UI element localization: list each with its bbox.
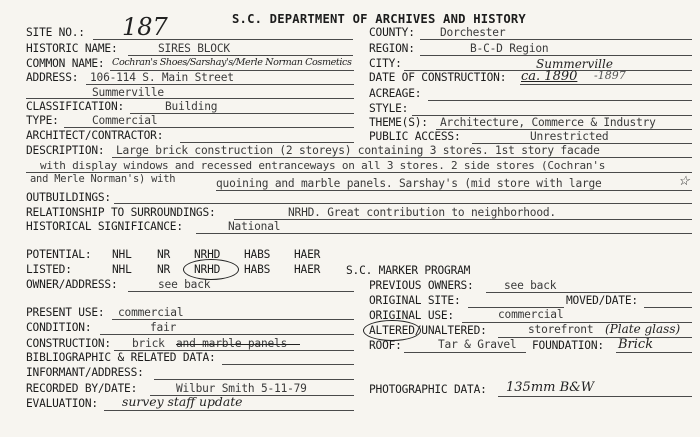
address-value-2: Summerville	[92, 86, 164, 99]
listed-label: LISTED:	[26, 263, 72, 276]
condition-label: CONDITION:	[26, 321, 92, 334]
classification-label: CLASSIFICATION:	[26, 100, 125, 113]
architect-label: ARCHITECT/CONTRACTOR:	[26, 129, 164, 142]
county-value: Dorchester	[440, 26, 506, 39]
evaluation-value: survey staff update	[122, 394, 243, 409]
date-construction-label: DATE OF CONSTRUCTION:	[369, 71, 507, 84]
county-label: COUNTY:	[369, 26, 415, 39]
construction-value-1: brick	[132, 337, 165, 350]
present-use-value: commercial	[118, 306, 184, 319]
relationship-value: NRHD. Great contribution to neighborhood.	[288, 206, 556, 219]
photographic-label: PHOTOGRAPHIC DATA:	[369, 383, 487, 396]
classification-line	[130, 113, 354, 114]
public-access-label: PUBLIC ACCESS:	[369, 130, 461, 143]
roof-value: Tar & Gravel	[438, 338, 517, 351]
themes-value: Architecture, Commerce & Industry	[440, 116, 656, 129]
date-construction-line	[520, 84, 692, 85]
common-name-value: Cochran's Shoes/Sarshay's/Merle Norman Cosmetics	[112, 57, 352, 68]
recorded-label: RECORDED BY/DATE:	[26, 382, 138, 395]
potential-nhl: NHL	[112, 248, 132, 261]
historic-name-line	[128, 55, 353, 56]
listed-nr: NR	[157, 263, 171, 276]
city-value: Summerville	[536, 57, 613, 71]
relationship-label: RELATIONSHIP TO SURROUNDINGS:	[26, 206, 216, 219]
significance-value: National	[228, 220, 281, 233]
region-value: B-C-D Region	[470, 42, 549, 55]
region-line	[420, 55, 692, 56]
description-line-3b: quoining and marble panels. Sarshay's (mid store with large	[216, 177, 602, 190]
present-use-line	[112, 319, 354, 320]
condition-line	[100, 334, 354, 335]
plate-glass-value: (Plate glass)	[605, 322, 681, 336]
address-label: ADDRESS:	[26, 71, 79, 84]
evaluation-line	[104, 410, 354, 411]
description-line-1: Large brick construction (2 storeys) containing 3 stores. 1st story facade	[116, 144, 600, 157]
foundation-line	[616, 352, 692, 353]
description-label: DESCRIPTION:	[26, 144, 105, 157]
description-line-2: with display windows and recessed entranceways on all 3 stores. 2 side stores (Cochran's	[40, 159, 606, 172]
historic-name-label: HISTORIC NAME:	[26, 42, 118, 55]
altered-line	[498, 337, 692, 338]
address-line	[86, 84, 354, 85]
historic-name-value: SIRES BLOCK	[158, 42, 230, 55]
potential-habs: HABS	[244, 248, 271, 261]
type-value: Commercial	[92, 114, 158, 127]
informant-line	[154, 379, 354, 380]
original-use-label: ORIGINAL USE:	[369, 309, 454, 322]
construction-strikeout	[176, 344, 300, 345]
classification-value: Building	[165, 100, 218, 113]
construction-label: CONSTRUCTION:	[26, 337, 111, 350]
style-label: STYLE:	[369, 102, 409, 115]
photographic-line	[498, 396, 692, 397]
city-label: CITY:	[369, 57, 402, 70]
foundation-value: Brick	[618, 337, 654, 352]
informant-label: INFORMANT/ADDRESS:	[26, 366, 144, 379]
listed-habs: HABS	[244, 263, 271, 276]
listed-haer: HAER	[294, 263, 321, 276]
common-name-label: COMMON NAME:	[26, 57, 105, 70]
architect-line	[180, 142, 354, 143]
altered-circle	[363, 320, 421, 341]
owner-label: OWNER/ADDRESS:	[26, 278, 118, 291]
bibliographic-label: BIBLIOGRAPHIC & RELATED DATA:	[26, 351, 216, 364]
owner-line	[128, 291, 354, 292]
site-no-label: SITE NO.:	[26, 26, 85, 39]
potential-haer: HAER	[294, 248, 321, 261]
address-line-2	[26, 98, 354, 99]
outbuildings-line	[114, 203, 692, 204]
region-label: REGION:	[369, 42, 415, 55]
condition-value: fair	[150, 321, 177, 334]
listed-nhl: NHL	[112, 263, 132, 276]
date-construction-value: ca. 1890	[521, 69, 578, 84]
moved-date-label: MOVED/DATE:	[566, 294, 638, 307]
potential-nrhd: NRHD	[194, 248, 221, 261]
date-construction-alt: -1897	[594, 69, 626, 82]
card-header: S.C. DEPARTMENT OF ARCHIVES AND HISTORY	[232, 12, 526, 26]
bibliographic-line	[222, 364, 354, 365]
listed-nrhd: NRHD	[194, 263, 221, 276]
address-value-1: 106-114 S. Main Street	[90, 71, 234, 84]
altered-label: ALTERED/UNALTERED:	[369, 324, 487, 337]
type-label: TYPE:	[26, 114, 59, 127]
acreage-label: ACREAGE:	[369, 87, 422, 100]
recorded-value: Wilbur Smith 5-11-79	[176, 382, 307, 395]
acreage-line	[428, 100, 692, 101]
photographic-value: 135mm B&W	[506, 380, 595, 395]
public-access-value: Unrestricted	[530, 130, 609, 143]
description-rule-1	[112, 157, 692, 158]
description-line-3a: and Merle Norman's) with	[30, 173, 176, 185]
county-line	[420, 39, 692, 40]
original-use-value: commercial	[498, 308, 564, 321]
moved-date-line	[644, 307, 692, 308]
original-site-label: ORIGINAL SITE:	[369, 294, 461, 307]
themes-label: THEME(S):	[369, 116, 428, 129]
storefront-value: storefront	[528, 323, 594, 336]
roof-line	[404, 352, 526, 353]
site-no-value: 187	[122, 13, 168, 41]
present-use-label: PRESENT USE:	[26, 306, 105, 319]
prev-owners-line	[486, 292, 692, 293]
marker-program-label: S.C. MARKER PROGRAM	[346, 264, 471, 277]
description-rule-3	[216, 190, 692, 191]
prev-owners-value: see back	[504, 279, 557, 292]
potential-label: POTENTIAL:	[26, 248, 92, 261]
prev-owners-label: PREVIOUS OWNERS:	[369, 279, 474, 292]
description-continue-mark: ☆	[678, 174, 690, 189]
construction-value-2: and marble panels	[176, 337, 288, 350]
significance-label: HISTORICAL SIGNIFICANCE:	[26, 220, 183, 233]
owner-value: see back	[158, 278, 211, 291]
roof-label: ROOF:	[369, 339, 402, 352]
relationship-line	[234, 219, 692, 220]
outbuildings-label: OUTBUILDINGS:	[26, 191, 111, 204]
foundation-label: FOUNDATION:	[532, 339, 604, 352]
type-line	[64, 127, 354, 128]
evaluation-label: EVALUATION:	[26, 397, 98, 410]
significance-line	[196, 233, 692, 234]
potential-nr: NR	[157, 248, 171, 261]
listed-nrhd-circle	[183, 259, 239, 280]
